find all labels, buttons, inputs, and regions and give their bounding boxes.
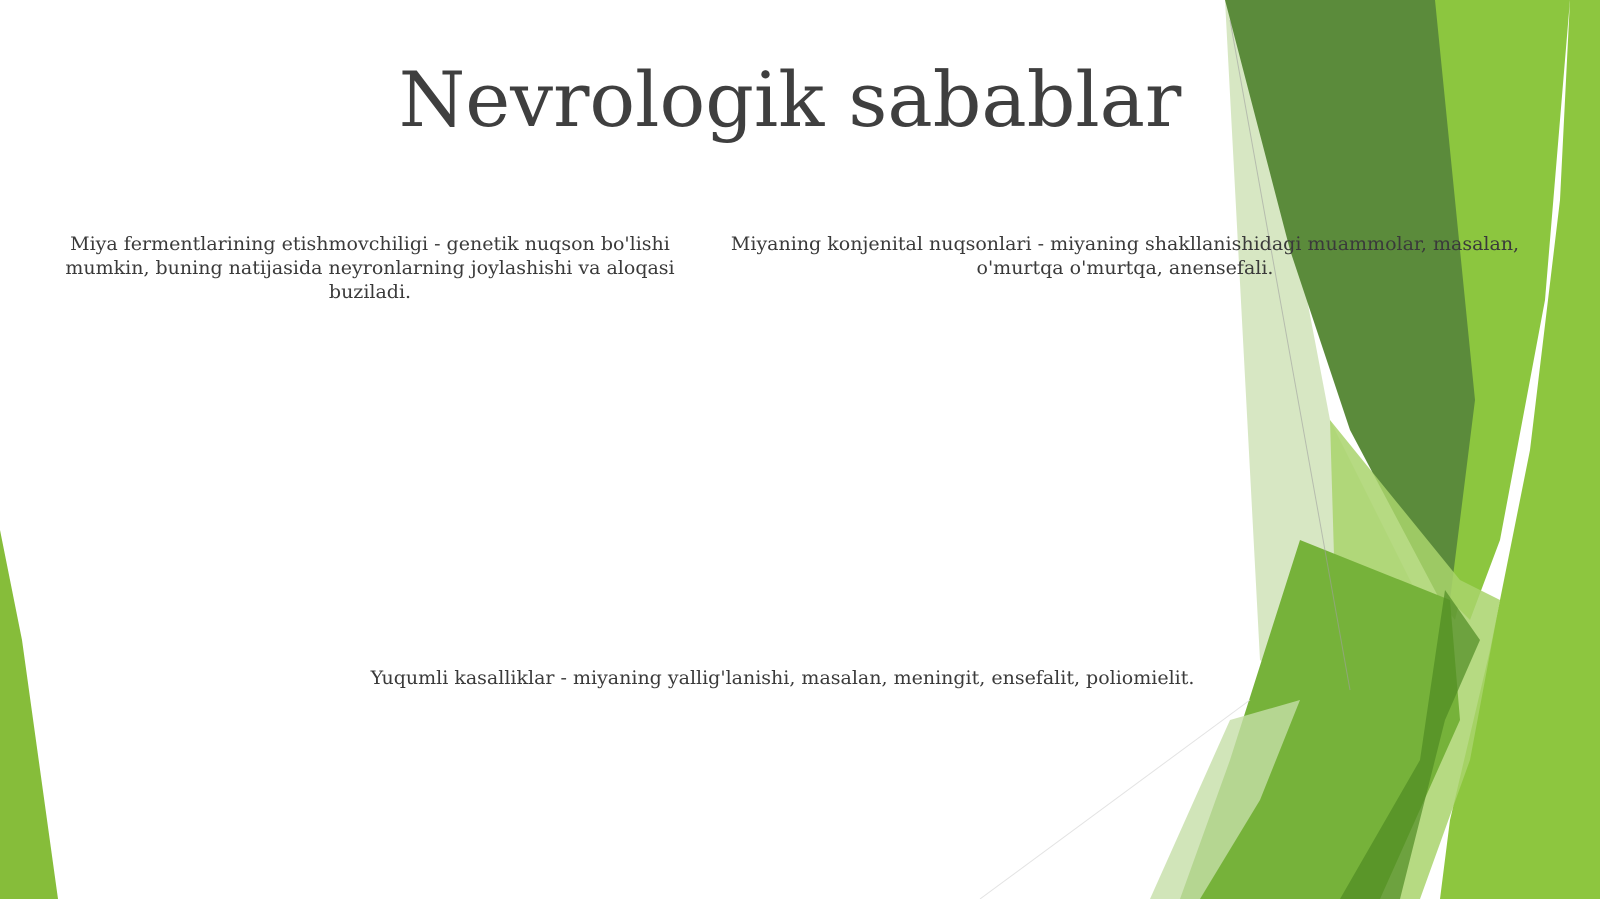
paragraph-infectious-diseases: Yuqumli kasalliklar - miyaning yallig'lanishi, masalan, meningit, ensefalit, poliomielit.: [370, 667, 1195, 689]
left-green-shard: [0, 530, 58, 899]
paragraph-congenital-defects: Miyaning konjenital nuqsonlari - miyaning shakllanishidagi muammolar, masalan, o'murtqa o'murtqa, anensefali.: [730, 233, 1520, 279]
paragraph-enzyme-deficiency: Miya fermentlarining etishmovchiligi - genetik nuqson bo'lishi mumkin, buning natijasida neyronlarning joylashishi va aloqasi buziladi.: [65, 233, 675, 303]
slide-title: Nevrologik sabablar: [398, 55, 1182, 144]
